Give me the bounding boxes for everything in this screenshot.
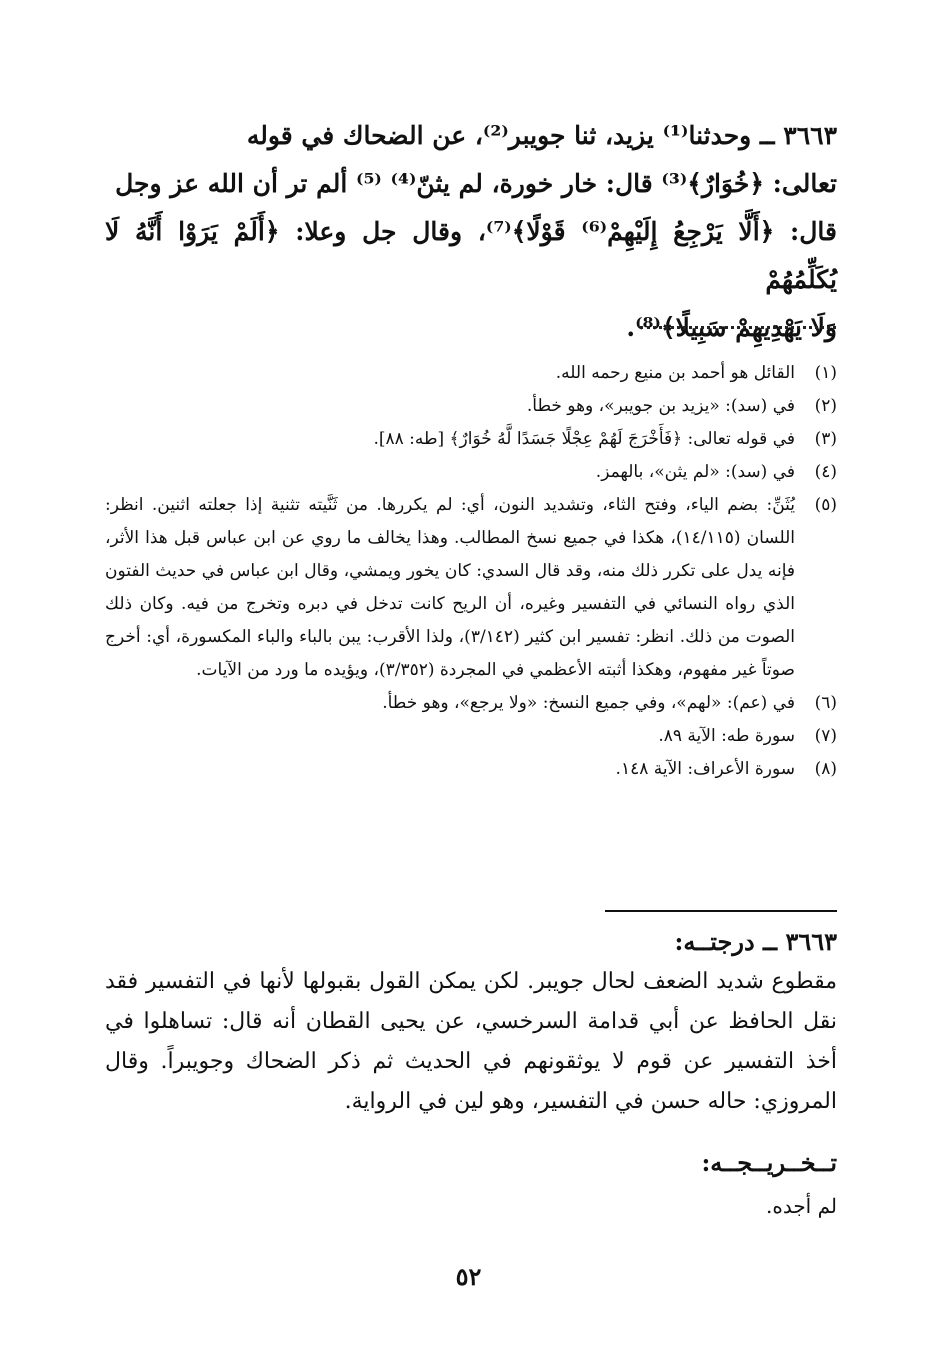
footnote-number: (٣) — [814, 429, 837, 449]
hadith-text — [105, 112, 837, 352]
footnote-8 — [105, 753, 837, 786]
footnote-number: (١) — [814, 363, 837, 383]
grade-text: مقطوع شديد الضعف لحال جويبر. لكن يمكن القول بقبولها لأنها في التفسير فقد نقل الحافظ عن أبي قدامة السرخسي، عن يحيى القطان أنه قال: تساهلوا في أخذ التفسير عن قوم لا يوثقونهم في الحديث ثم ذكر الضحاك وجويبراً. وقال المروزي: حاله حسن في التفسير، وهو لين في الرواية. — [105, 969, 837, 1114]
footnote-text: سورة الأعراف: الآية ١٤٨. — [615, 759, 795, 779]
grade-body — [105, 962, 837, 1122]
footnote-number: (٦) — [814, 693, 837, 713]
section-divider — [605, 910, 837, 912]
hadith-line-4: وَلَا يَهْدِيهِمْ سَبِيلًا﴾⁽⁸⁾. — [626, 313, 837, 342]
footnote-2 — [105, 390, 837, 423]
footnote-number: (٨) — [814, 759, 837, 779]
hadith-line-3: قال: ﴿أَلَّا يَرْجِعُ إِلَيْهِمْ⁽⁶⁾ قَوْلًا﴾⁽⁷⁾، وقال جل وعلا: ﴿أَلَمْ يَرَوْا أَنَّهُ لَا يُكَلِّمُهُمْ — [105, 217, 838, 294]
footnote-number: (٧) — [814, 726, 837, 746]
footnote-text: في (سد): «لم يثن»، بالهمز. — [595, 462, 795, 482]
footnote-text: في قوله تعالى: ﴿فَأَخْرَجَ لَهُمْ عِجْلًا جَسَدًا لَّهُ خُوَارٌ﴾ [طه: ٨٨]. — [373, 429, 795, 449]
footnotes — [105, 357, 837, 786]
hadith-line-1: ٣٦٦٣ ــ وحدثنا⁽¹⁾ يزيد، ثنا جويبر⁽²⁾، عن الضحاك في قوله — [246, 121, 837, 150]
footnote-text: يُثَنِّ: بضم الياء، وفتح الثاء، وتشديد النون، أي: لم يكررها. من ثَنَّيته تثنية إذا جعلته اثنين. انظر: اللسان (١٤/١١٥)، هكذا في جميع نسخ المطالب. وهذا يخالف ما روي عن ابن عباس قبل هذا الأثر، فإنه يدل على تكرر ذلك منه، وقد قال السدي: كان يخور ويمشي، وقال ابن عباس في حديث الفتون الذي رواه النسائي في التفسير وغيره، أن الريح كانت تدخل في دبره وتخرج من فيه. وكان ذلك الصوت من ذلك. انظر: تفسير ابن كثير (٣/١٤٢)، ولذا الأقرب: يبن بالباء والباء المكسورة، أي: أخرج صوتاً غير مفهوم، وهكذا أثبته الأعظمي في المجردة (٣/٣٥٢)، ويؤيده ما ورد من الآيات. — [105, 495, 796, 680]
footnote-3 — [105, 423, 837, 456]
page-number: ٥٢ — [455, 1262, 482, 1291]
footnote-6 — [105, 687, 837, 720]
footnote-text: في (سد): «يزيد بن جويبر»، وهو خطأ. — [526, 396, 795, 416]
footnote-1 — [105, 357, 837, 390]
footnote-number: (٥) — [814, 495, 837, 515]
takhrij-body: لم أجده. — [765, 1194, 837, 1218]
footnote-text: في (عم): «لهم»، وفي جميع النسخ: «ولا يرجع»، وهو خطأ. — [382, 693, 795, 713]
hadith-line-2: تعالى: ﴿خُوَارٌ﴾⁽³⁾ قال: خار خورة، لم يثنّ⁽⁴⁾ ⁽⁵⁾ ألم تر أن الله عز وجل — [115, 169, 837, 198]
footnote-5 — [105, 489, 837, 687]
footnote-7 — [105, 720, 837, 753]
footnote-number: (٢) — [814, 396, 837, 416]
grade-heading: ٣٦٦٣ ــ درجتــه: — [674, 927, 837, 956]
footnote-text: سورة طه: الآية ٨٩. — [658, 726, 795, 746]
footnote-text: القائل هو أحمد بن منيع رحمه الله. — [555, 363, 795, 383]
takhrij-heading: تــخــريــجــه: — [701, 1148, 837, 1177]
footnote-4 — [105, 456, 837, 489]
footnote-separator — [640, 326, 836, 333]
footnote-number: (٤) — [814, 462, 837, 482]
